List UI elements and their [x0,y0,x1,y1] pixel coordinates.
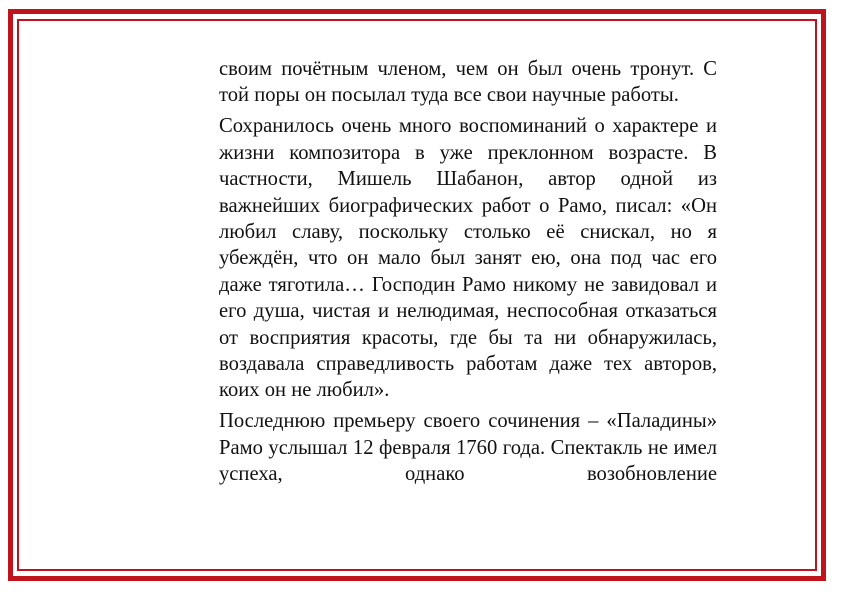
paragraph-2: Сохранилось очень много воспоминаний о характере и жизни композитора в уже преклонном возрасте. В частности, Мишель Шабанон, автор одной из важнейших биографических работ о Рамо, писал: «Он любил славу, поскольку столько её снискал, но я убеждён, что он мало был занят ею, она под час его даже тяготила… Господин Рамо никому не завидовал и его душа, чистая и нелюдимая, неспособная отказаться от восприятия красоты, где бы та ни обнаружилась, воздавала справедливость работам даже тех авторов, коих он не любил». [219,115,717,402]
body-text [219,56,717,492]
paragraph-1: своим почётным членом, чем он был очень тронут. С той поры он посылал туда все свои научные работы. [219,58,717,107]
paragraph-3: Последнюю премьеру своего сочинения – «Паладины» Рамо услышал 12 февраля 1760 года. Спектакль не имел успеха, однако возобновление [219,410,717,486]
